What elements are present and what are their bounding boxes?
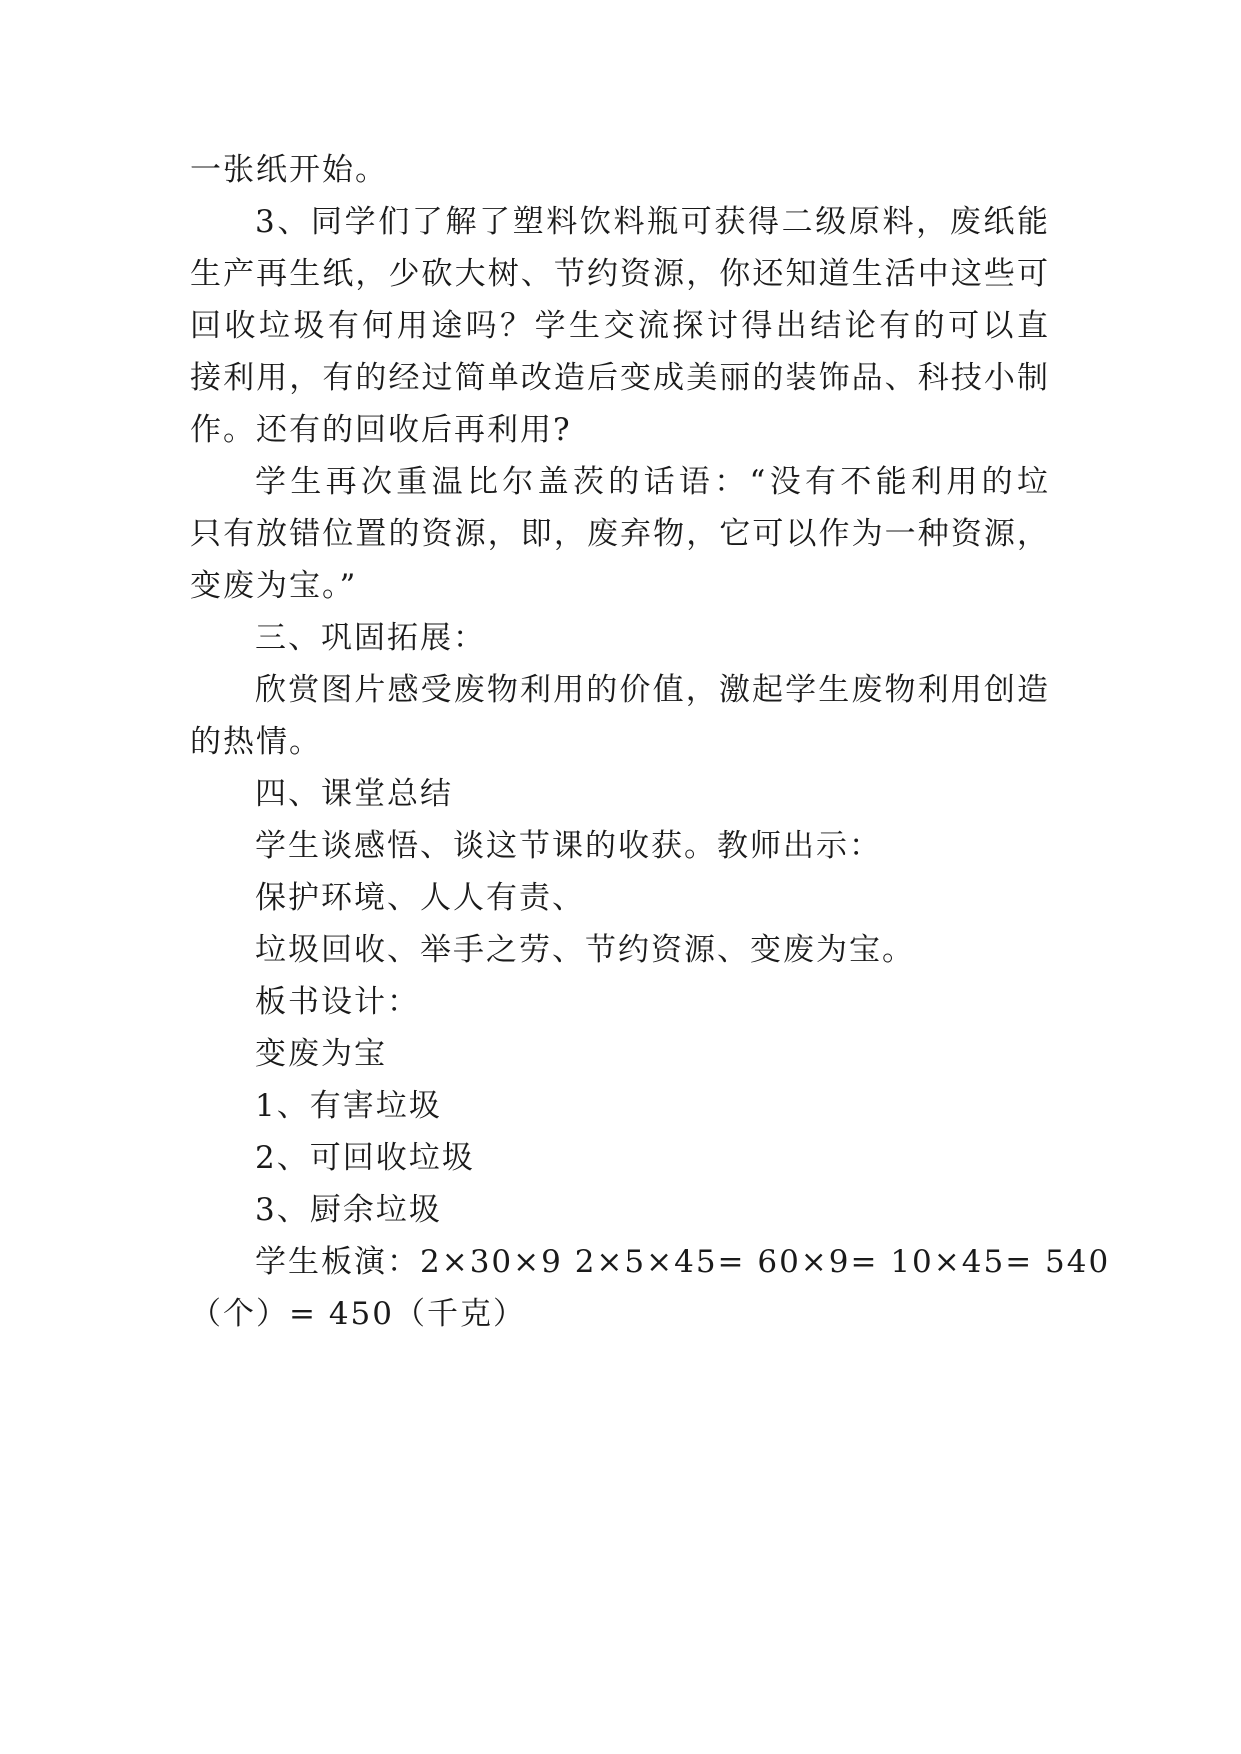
paragraph-line: 的热情。 [190,724,322,760]
section-heading: 三、巩固拓展： [255,620,486,656]
paragraph-line: 一张纸开始。 [190,152,388,188]
paragraph-line: 欣赏图片感受废物利用的价值，激起学生废物利用创造 [255,672,1050,708]
paragraph-line: 生产再生纸，少砍大树、节约资源，你还知道生活中这些可 [190,256,1050,292]
paragraph-line: 接利用，有的经过简单改造后变成美丽的装饰品、科技小制 [190,360,1050,396]
list-item: 3、厨余垃圾 [255,1192,442,1228]
paragraph-line: 学生板演：2×30×9 2×5×45= 60×9= 10×45= 540 [255,1244,1111,1280]
list-item: 1、有害垃圾 [255,1088,442,1124]
list-item: 2、可回收垃圾 [255,1140,475,1176]
paragraph-line: （个）= 450（千克） [190,1296,526,1332]
paragraph-line: 变废为宝 [255,1036,387,1072]
paragraph-line: 变废为宝。” [190,568,358,604]
paragraph-line: 作。还有的回收后再利用? [190,412,572,448]
paragraph-line: 学生谈感悟、谈这节课的收获。教师出示： [255,828,882,864]
paragraph-line: 板书设计： [255,984,420,1020]
section-heading: 四、课堂总结 [255,776,453,812]
paragraph-line: 只有放错位置的资源，即，废弃物，它可以作为一种资源， [190,516,1050,552]
paragraph-line: 学生再次重温比尔盖茨的话语：“没有不能利用的垃 [255,464,1050,500]
paragraph-line: 回收垃圾有何用途吗？学生交流探讨得出结论有的可以直 [190,308,1050,344]
paragraph-line: 垃圾回收、举手之劳、节约资源、变废为宝。 [255,932,915,968]
paragraph-line: 3、同学们了解了塑料饮料瓶可获得二级原料，废纸能 [255,204,1050,240]
paragraph-line: 保护环境、人人有责、 [255,880,585,916]
